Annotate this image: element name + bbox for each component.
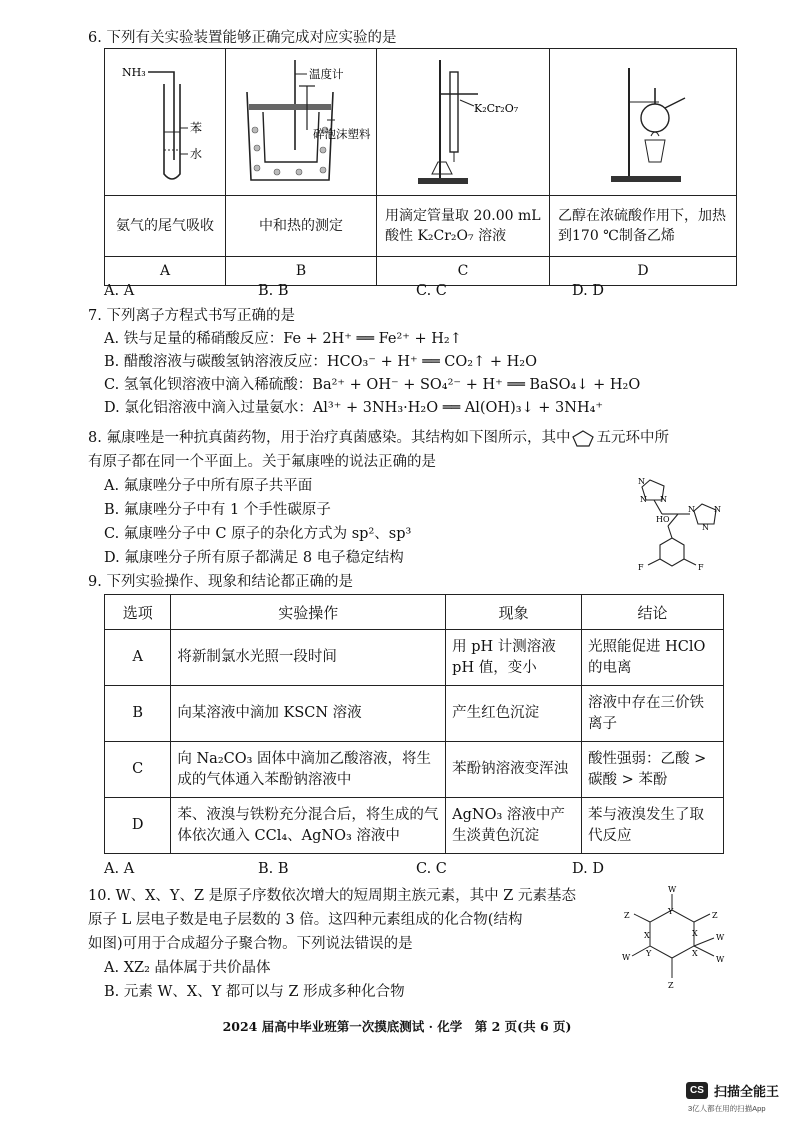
ho-group: HO bbox=[656, 515, 670, 524]
compound-structure bbox=[610, 878, 740, 1008]
caption-c: 用滴定管量取 20.00 mL 酸性 K₂Cr₂O₇ 溶液 bbox=[377, 196, 550, 257]
q8-stem-text: 8. 氟康唑是一种抗真菌药物，用于治疗真菌感染。其结构如下图所示，其中 bbox=[88, 430, 571, 446]
q7-option-a[interactable]: A. 铁与足量的稀硝酸反应：Fe + 2H⁺ ══ Fe²⁺ + H₂↑ bbox=[104, 331, 462, 347]
benzene-label: 苯 bbox=[190, 121, 203, 135]
y-atom-1: Y bbox=[668, 907, 674, 916]
label-d: D bbox=[550, 257, 737, 286]
apparatus-d bbox=[550, 49, 737, 196]
z-atom-1: Z bbox=[624, 911, 630, 920]
apparatus-a bbox=[105, 49, 226, 196]
q8-stem-line1 bbox=[88, 428, 669, 448]
thermometer-label: 温度计 bbox=[309, 67, 344, 81]
q8-option-a[interactable]: A. 氟康唑分子中所有原子共平面 bbox=[104, 478, 313, 494]
caption-d: 乙醇在浓硫酸作用下，加热到170 ℃制备乙烯 bbox=[550, 196, 737, 257]
q9-option-a[interactable]: A. A bbox=[104, 861, 135, 877]
n-atom-4: N bbox=[688, 505, 695, 514]
label-a: A bbox=[105, 257, 226, 286]
w-atom-4: W bbox=[716, 955, 725, 964]
q7-option-b[interactable]: B. 醋酸溶液与碳酸氢钠溶液反应：HCO₃⁻ + H⁺ ══ CO₂↑ + H₂O bbox=[104, 354, 537, 370]
foam-label: 碎泡沫塑料 bbox=[313, 127, 371, 141]
row-conclusion: 光照能促进 HClO 的电离 bbox=[582, 630, 724, 686]
q6-option-d[interactable]: D. D bbox=[572, 283, 604, 299]
scanner-app-name: 扫描全能王 bbox=[714, 1084, 780, 1099]
q9-stem: 9. 下列实验操作、现象和结论都正确的是 bbox=[88, 574, 353, 590]
q10-line2: 原子 L 层电子数是电子层数的 3 倍。这四种元素组成的化合物(结构 bbox=[88, 912, 523, 928]
header-operation: 实验操作 bbox=[171, 595, 446, 630]
row-operation: 向某溶液中滴加 KSCN 溶液 bbox=[171, 686, 446, 742]
row-conclusion: 溶液中存在三价铁离子 bbox=[582, 686, 724, 742]
f-atom-1: F bbox=[638, 563, 644, 572]
w-atom-2: W bbox=[716, 933, 725, 942]
q9-option-c[interactable]: C. C bbox=[416, 861, 447, 877]
q8-stem-tail: 五元环中所 bbox=[596, 430, 669, 446]
cs-logo-icon: CS bbox=[686, 1082, 708, 1099]
q6-stem: 6. 下列有关实验装置能够正确完成对应实验的是 bbox=[88, 30, 397, 46]
apparatus-b bbox=[226, 49, 377, 196]
row-operation: 将新制氯水光照一段时间 bbox=[171, 630, 446, 686]
water-label: 水 bbox=[190, 147, 203, 161]
header-conclusion: 结论 bbox=[582, 595, 724, 630]
gas-absorption-apparatus bbox=[106, 50, 224, 190]
n-atom-5: N bbox=[714, 505, 721, 514]
row-conclusion: 酸性强弱：乙酸 > 碳酸 > 苯酚 bbox=[582, 742, 724, 798]
burette-apparatus bbox=[378, 50, 548, 190]
q7-option-d[interactable]: D. 氯化铝溶液中滴入过量氨水：Al³⁺ + 3NH₃·H₂O ══ Al(OH)₃↓ + 3NH₄⁺ bbox=[104, 400, 604, 416]
y-atom-2: Y bbox=[646, 949, 652, 958]
n-atom-3: N bbox=[640, 495, 647, 504]
row-option: D bbox=[105, 798, 171, 854]
x-atom-1: X bbox=[644, 931, 650, 940]
row-phenomenon: AgNO₃ 溶液中产生淡黄色沉淀 bbox=[446, 798, 582, 854]
row-operation: 苯、液溴与铁粉充分混合后，将生成的气体依次通入 CCl₄、AgNO₃ 溶液中 bbox=[171, 798, 446, 854]
row-option: C bbox=[105, 742, 171, 798]
label-b: B bbox=[226, 257, 377, 286]
n-atom-1: N bbox=[638, 477, 645, 486]
row-conclusion: 苯与液溴发生了取代反应 bbox=[582, 798, 724, 854]
caption-a: 氨气的尾气吸收 bbox=[105, 196, 226, 257]
q10-option-b[interactable]: B. 元素 W、X、Y 都可以与 Z 形成多种化合物 bbox=[104, 984, 405, 1000]
q8-option-d[interactable]: D. 氟康唑分子所有原子都满足 8 电子稳定结构 bbox=[104, 550, 404, 566]
q8-option-b[interactable]: B. 氟康唑分子中有 1 个手性碳原子 bbox=[104, 502, 331, 518]
n-atom-6: N bbox=[702, 523, 709, 532]
nh3-label: NH₃ bbox=[122, 66, 146, 79]
row-phenomenon: 苯酚钠溶液变浑浊 bbox=[446, 742, 582, 798]
q7-option-c[interactable]: C. 氢氧化钡溶液中滴入稀硫酸：Ba²⁺ + OH⁻ + SO₄²⁻ + H⁺ ══ BaSO₄↓ + H₂O bbox=[104, 377, 641, 393]
q6-option-a[interactable]: A. A bbox=[104, 283, 135, 299]
label-c: C bbox=[377, 257, 550, 286]
z-atom-2: Z bbox=[712, 911, 718, 920]
q10-line3: 如图)可用于合成超分子聚合物。下列说法错误的是 bbox=[88, 936, 413, 952]
x-atom-2: X bbox=[692, 929, 698, 938]
q9-option-b[interactable]: B. B bbox=[258, 861, 289, 877]
experiment-table bbox=[104, 594, 724, 854]
n-atom-2: N bbox=[660, 495, 667, 504]
q10-line1: 10. W、X、Y、Z 是原子序数依次增大的短周期主族元素，其中 Z 元素基态 bbox=[88, 888, 576, 904]
ethylene-apparatus bbox=[551, 50, 735, 190]
scanner-tagline: 3亿人都在用的扫描App bbox=[688, 1104, 766, 1113]
row-phenomenon: 用 pH 计测溶液 pH 值，变小 bbox=[446, 630, 582, 686]
fluconazole-structure bbox=[610, 470, 740, 580]
q10-option-a[interactable]: A. XZ₂ 晶体属于共价晶体 bbox=[104, 960, 271, 976]
header-phenomenon: 现象 bbox=[446, 595, 582, 630]
table-row bbox=[105, 798, 724, 854]
w-atom-3: W bbox=[622, 953, 631, 962]
row-option: B bbox=[105, 686, 171, 742]
triazole-ring-icon bbox=[570, 429, 596, 447]
apparatus-table bbox=[104, 48, 737, 286]
calorimeter-apparatus bbox=[227, 50, 375, 190]
page-footer: 2024 届高中毕业班第一次摸底测试 · 化学 第 2 页(共 6 页) bbox=[222, 1019, 572, 1034]
q6-option-c[interactable]: C. C bbox=[416, 283, 447, 299]
table-row bbox=[105, 686, 724, 742]
caption-b: 中和热的测定 bbox=[226, 196, 377, 257]
table-row bbox=[105, 742, 724, 798]
header-option: 选项 bbox=[105, 595, 171, 630]
q8-option-c[interactable]: C. 氟康唑分子中 C 原子的杂化方式为 sp²、sp³ bbox=[104, 526, 412, 542]
w-atom-1: W bbox=[668, 885, 677, 894]
table-row bbox=[105, 630, 724, 686]
z-atom-3: Z bbox=[668, 981, 674, 990]
f-atom-2: F bbox=[698, 563, 704, 572]
q7-stem: 7. 下列离子方程式书写正确的是 bbox=[88, 308, 295, 324]
q8-stem-line2: 有原子都在同一个平面上。关于氟康唑的说法正确的是 bbox=[88, 454, 436, 470]
scanner-watermark bbox=[686, 1081, 779, 1100]
apparatus-c bbox=[377, 49, 550, 196]
q6-option-b[interactable]: B. B bbox=[258, 283, 289, 299]
x-atom-3: X bbox=[692, 949, 698, 958]
q9-option-d[interactable]: D. D bbox=[572, 861, 604, 877]
k2cr2o7-label: K₂Cr₂O₇ bbox=[474, 102, 519, 115]
row-option: A bbox=[105, 630, 171, 686]
row-operation: 向 Na₂CO₃ 固体中滴加乙酸溶液，将生成的气体通入苯酚钠溶液中 bbox=[171, 742, 446, 798]
row-phenomenon: 产生红色沉淀 bbox=[446, 686, 582, 742]
